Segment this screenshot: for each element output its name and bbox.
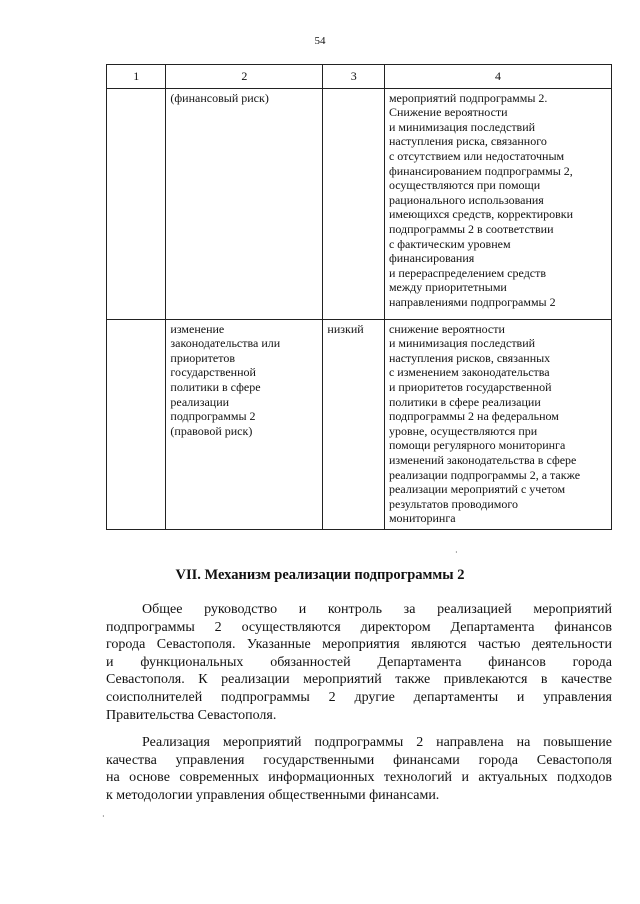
table-cell-number — [107, 88, 166, 319]
table-row — [107, 88, 612, 319]
table-cell-measures — [384, 319, 611, 529]
table-cell-risk-type — [166, 319, 323, 529]
table-header-cell: 1 — [107, 65, 166, 89]
table-header-row — [107, 65, 612, 89]
cell-line: с фактическим уровнем — [388, 236, 511, 251]
cell-line: и перераспределением средств — [388, 265, 547, 280]
cell-line: подпрограммы 2 на федеральном — [388, 409, 559, 424]
table-cell-risk-level — [323, 88, 385, 319]
cell-line: направлениями подпрограммы 2 — [388, 294, 556, 309]
section-title: VII. Механизм реализации подпрограммы 2 — [175, 567, 465, 583]
cell-line: снижение вероятности — [388, 321, 505, 336]
cell-line: изменений законодательства в сфере — [388, 452, 577, 467]
table-row — [107, 319, 612, 529]
paragraph-line: к методологии управления общественными финансами. — [106, 787, 440, 803]
cell-line: и приоритетов государственной — [388, 379, 552, 394]
paragraph-line: Реализация мероприятий подпрограммы 2 направлена на повышение — [142, 735, 612, 750]
table-cell-risk-level: низкий — [323, 319, 385, 529]
paragraph-line: качества управления государственными финансами города Севастополя — [106, 752, 612, 768]
table-cell-risk-type — [166, 88, 323, 319]
cell-line: государственной — [170, 365, 256, 380]
paragraph-1 — [106, 601, 612, 724]
cell-line: (финансовый риск) — [170, 90, 269, 105]
cell-line: финансирования — [388, 251, 475, 266]
cell-line: Снижение вероятности — [388, 105, 508, 120]
cell-line: имеющихся средств, корректировки — [388, 207, 574, 222]
speck-mark: · — [455, 548, 458, 557]
cell-line: изменение — [170, 321, 225, 336]
table-cell-number — [107, 319, 166, 529]
cell-line: с изменением законодательства — [388, 365, 550, 380]
cell-line: (правовой риск) — [170, 423, 253, 438]
cell-line: подпрограммы 2 в соответствии — [388, 221, 554, 236]
cell-line: наступления риска, связанного — [388, 134, 547, 149]
cell-line: результатов проводимого — [388, 496, 518, 511]
cell-line: наступления рисков, связанных — [388, 350, 551, 365]
paragraph-line: подпрограммы 2 осуществляются директором Департамента финансов — [106, 619, 612, 635]
paragraph-line: и функциональных обязанностей Департамента финансов города — [106, 654, 612, 670]
cell-line: политики в сфере — [170, 379, 261, 394]
paragraph-2 — [106, 734, 612, 804]
table-cell-measures — [384, 88, 611, 319]
speck-mark: · — [102, 812, 105, 821]
cell-line: осуществляются при помощи — [388, 178, 541, 193]
cell-line: помощи регулярного мониторинга — [388, 438, 566, 453]
paragraph-line: города Севастополя. Указанные мероприятия являются частью деятельности — [106, 637, 612, 653]
page-number: 54 — [314, 35, 326, 47]
paragraph-line: Севастополя. К реализации мероприятий также привлекаются в качестве — [106, 672, 612, 688]
table-header-cell: 2 — [166, 65, 323, 89]
cell-line: с отсутствием или недостаточным — [388, 148, 565, 163]
paragraph-line: Правительства Севастополя. — [106, 707, 277, 723]
cell-line: приоритетов — [170, 350, 235, 365]
cell-line: мероприятий подпрограммы 2. — [388, 90, 548, 105]
paragraph-line: Общее руководство и контроль за реализацией мероприятий — [142, 602, 612, 617]
paragraph-line: соисполнителей подпрограммы 2 другие департаменты и управления — [106, 689, 612, 705]
cell-line: реализации мероприятий с учетом — [388, 482, 566, 497]
cell-line: реализации — [170, 394, 230, 409]
cell-line: между приоритетными — [388, 280, 507, 295]
cell-line: подпрограммы 2 — [170, 409, 256, 424]
cell-line: политики в сфере реализации — [388, 394, 541, 409]
paragraph-line: на основе современных информационных технологий и актуальных подходов — [106, 770, 612, 786]
cell-line: и минимизация последствий — [388, 119, 536, 134]
cell-line: мониторинга — [388, 511, 456, 526]
table-header-cell: 3 — [323, 65, 385, 89]
cell-line: законодательства или — [170, 336, 281, 351]
cell-line: и минимизация последствий — [388, 336, 536, 351]
risk-table — [106, 64, 612, 530]
cell-line: финансированием подпрограммы 2, — [388, 163, 573, 178]
table-header-cell: 4 — [384, 65, 611, 89]
cell-line: уровне, осуществляются при — [388, 423, 538, 438]
cell-line: реализации подпрограммы 2, а также — [388, 467, 581, 482]
cell-line: рационального использования — [388, 192, 544, 207]
